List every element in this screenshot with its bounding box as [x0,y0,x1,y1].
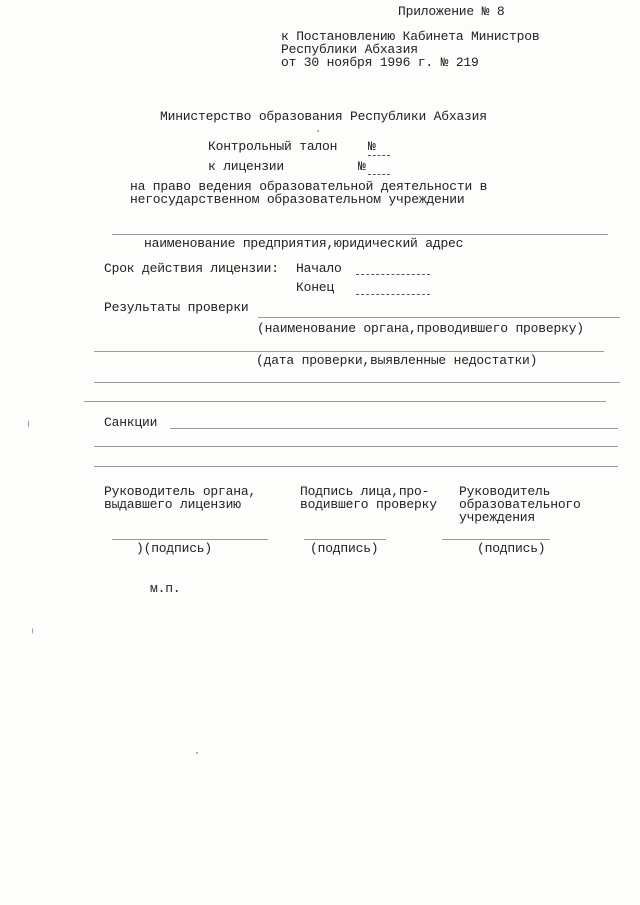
scan-speck [32,628,33,634]
license-number-field[interactable] [368,174,390,175]
inspection-date-caption: (дата проверки,выявленные недостатки) [256,353,538,368]
signature-caption-institution-head: (подпись) [477,541,546,556]
institution-head-line3: учреждения [459,510,536,525]
purpose-line1: на право ведения образовательной деятельности в [130,179,488,194]
license-number-sign: № [358,159,366,174]
sanctions-field[interactable] [170,428,618,429]
signature-field-institution-head[interactable] [442,539,550,540]
issuing-organ-head-line1: Руководитель органа, [104,484,257,499]
institution-head-line1: Руководитель [459,484,551,499]
appendix-number: Приложение № 8 [398,4,505,19]
ink-speck [317,130,319,132]
sanctions-line[interactable] [94,446,618,447]
scan-speck [28,420,29,428]
validity-label: Срок действия лицензии: [104,261,279,276]
results-line[interactable] [84,401,606,402]
signature-field-issuing-head[interactable] [112,539,268,540]
coupon-number-field[interactable] [368,155,390,156]
control-coupon-label: Контрольный талон [208,139,338,154]
organization-caption: наименование предприятия,юридический адрес [144,236,464,251]
signature-caption-issuing-head: )(подпись) [136,541,213,556]
signature-field-inspector[interactable] [304,539,386,540]
inspection-date-field[interactable] [94,351,604,352]
signature-caption-inspector: (подпись) [310,541,379,556]
institution-head-line2: образовательного [459,497,581,512]
decree-reference-line3: от 30 ноября 1996 г. № 219 [281,55,479,70]
inspecting-organ-caption: (наименование органа,проводившего проверку) [257,321,584,336]
inspection-results-label: Результаты проверки [104,300,249,315]
inspecting-organ-field[interactable] [258,317,620,318]
purpose-line2: негосударственном образовательном учреждении [130,192,465,207]
inspector-signature-line2: водившего проверку [300,497,437,512]
seal-place-label: м.п. [150,581,181,596]
sanctions-label: Санкции [104,415,158,430]
coupon-number-sign: № [368,139,376,154]
decree-reference-line2: Республики Абхазия [281,42,418,57]
results-line[interactable] [94,382,620,383]
end-label: Конец [296,280,335,295]
scan-speck [196,752,198,754]
start-label: Начало [296,261,342,276]
end-date-field[interactable] [356,294,430,295]
inspector-signature-line1: Подпись лица,про- [300,484,430,499]
decree-reference-line1: к Постановлению Кабинета Министров [281,29,540,44]
organization-field[interactable] [112,234,608,235]
start-date-field[interactable] [356,274,430,275]
ministry-title: Министерство образования Республики Абхазия [160,109,487,124]
sanctions-line[interactable] [94,466,618,467]
issuing-organ-head-line2: выдавшего лицензию [104,497,241,512]
license-label: к лицензии [208,159,285,174]
